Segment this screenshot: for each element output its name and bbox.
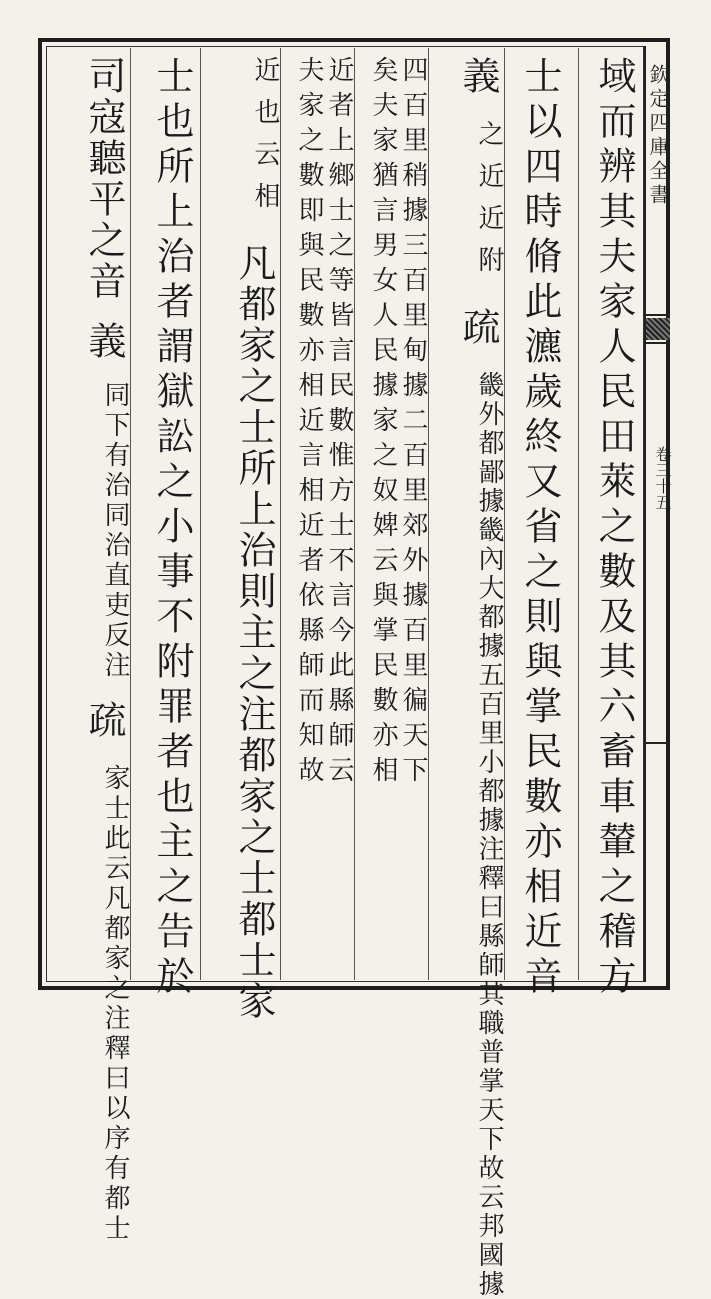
annotation-line-a: 注釋曰縣師其職普掌天下故云邦國據 — [474, 835, 504, 1299]
annotation-line-b: 同下有治同 — [100, 381, 130, 531]
column-rule — [280, 48, 281, 980]
annotation-line-a: 四百里稍據三百里甸據二百里郊外據百里徧天下 — [398, 56, 428, 791]
annotation-pair — [100, 381, 130, 681]
main-text: 義 — [82, 321, 126, 362]
text-column-1: 域而辨其夫家人民田萊之數及其六畜車輦之稽方 — [592, 56, 636, 1001]
annotation-line-a: 近附 — [474, 204, 504, 288]
annotation-line-b: 畿外都鄙據畿內大都據五百里小都據 — [474, 371, 504, 835]
annotation-pair — [250, 56, 280, 224]
annotation-line-b: 之近 — [474, 120, 504, 204]
main-text: 義 — [456, 56, 500, 101]
fish-tail-rule-top — [646, 314, 670, 316]
column-rule — [200, 48, 201, 980]
text-column-8 — [54, 56, 130, 1244]
annotation-line-a: 云相 — [250, 140, 280, 224]
annotation-line-a: 注釋曰以序有都士 — [100, 1004, 130, 1244]
annotation-pair — [474, 371, 504, 1299]
annotation-line-b: 矣夫家猶言男女人民據家之奴婢云與掌民數亦相 — [368, 56, 398, 791]
column-rule — [504, 48, 505, 980]
fish-tail-rule-bottom — [646, 342, 670, 344]
text-column-6 — [208, 56, 280, 1022]
volume-number: 卷三十五 — [653, 446, 672, 510]
column-rule — [428, 48, 429, 980]
column-rule — [578, 48, 579, 980]
column-rule — [130, 48, 131, 980]
text-column-7: 士也所上治者謂獄訟之小事不附罪者也主之告於 — [150, 56, 194, 1001]
text-column-5 — [288, 56, 354, 974]
annotation-pair — [100, 764, 130, 1244]
annotation-line-a: 近者上鄉士之等皆言民數惟方士不言今此縣師云 — [324, 56, 354, 791]
annotation-line-b: 夫家之數即與民數亦相近言相近者依縣師而知故 — [294, 56, 324, 791]
annotation-line-b: 近也 — [250, 56, 280, 140]
main-text: 凡都家之士所上治則主之注都家之士都士家 — [232, 243, 276, 1022]
main-text: 司寇聽平之音 — [82, 56, 126, 302]
volume-rule — [646, 742, 670, 744]
text-column-3 — [436, 56, 504, 1299]
column-rule — [354, 48, 355, 980]
fish-tail-ornament — [646, 318, 670, 340]
annotation-pair — [474, 120, 504, 288]
shu-marker: 疏 — [82, 700, 126, 745]
text-column-4 — [362, 56, 428, 974]
shu-marker: 疏 — [456, 307, 500, 352]
text-column-2: 士以四時脩此瀌歲終又省之則與掌民數亦相近音 — [518, 56, 562, 1001]
collection-title: 欽定四庫全書 — [646, 64, 670, 208]
annotation-line-b: 家士此云凡都家之 — [100, 764, 130, 1004]
annotation-line-a: 治直吏反注 — [100, 531, 130, 681]
